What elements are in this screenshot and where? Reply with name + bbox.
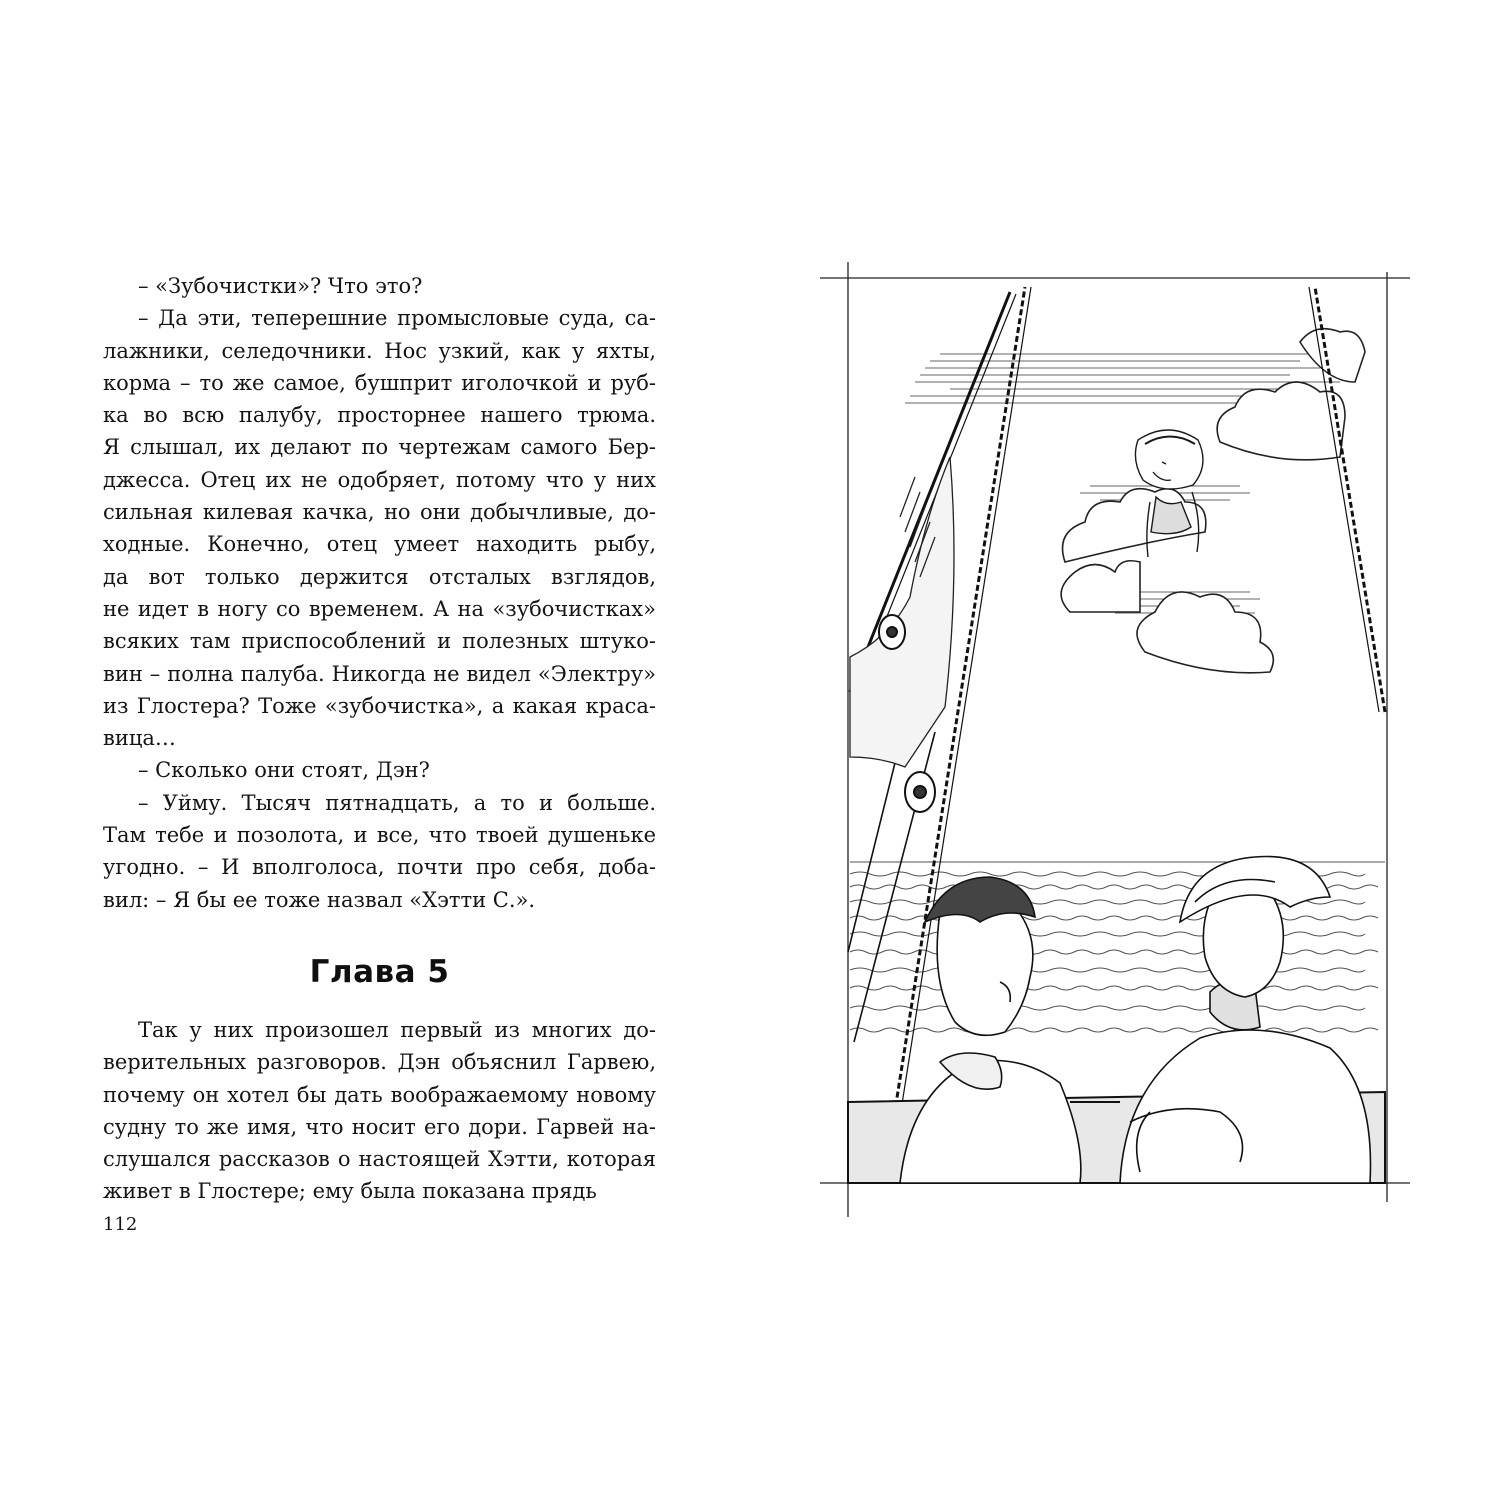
text-after-chapter xyxy=(103,1014,656,1208)
text-line: – «Зубочистки»? Что это? xyxy=(138,274,423,298)
text-line: всяких там приспособлений и полезных штуко- xyxy=(103,629,656,654)
paragraph xyxy=(103,754,656,786)
paragraph xyxy=(103,787,656,916)
text-line: корма – то же самое, бушприт иголочкой и руб- xyxy=(103,370,656,395)
boy-left xyxy=(900,877,1081,1183)
text-line: вица… xyxy=(103,726,176,751)
text-line: ходные. Конечно, отец умеет находить рыбу, xyxy=(103,532,656,557)
text-line: почему он хотел бы дать воображаемому новому xyxy=(103,1082,656,1107)
paragraph xyxy=(103,302,656,754)
clouds xyxy=(1061,329,1365,673)
text-line: слушался рассказов о настоящей Хэтти, которая xyxy=(103,1147,656,1172)
text-line: живет в Глостере; ему была показана прядь xyxy=(103,1179,597,1204)
text-line: угодно. – И вполголоса, почти про себя, доба- xyxy=(103,855,656,880)
text-before-chapter xyxy=(103,270,656,916)
text-line: судну то же имя, что носит его дори. Гарвей на- xyxy=(103,1114,656,1139)
text-line: да вот только держится отсталых взглядов, xyxy=(103,564,656,589)
text-line: не идет в ногу со временем. А на «зубочистках» xyxy=(103,596,656,621)
text-line: – Да эти, теперешние промысловые суда, са- xyxy=(138,306,656,331)
page-number: 112 xyxy=(103,1214,138,1235)
text-line: Я слышал, их делают по чертежам самого Бер- xyxy=(103,435,656,460)
text-line: джесса. Отец их не одобряет, потому что у них xyxy=(103,467,656,492)
text-line: лажники, селедочники. Нос узкий, как у яхты, xyxy=(103,338,656,363)
text-line: Так у них произошел первый из многих до- xyxy=(138,1018,656,1042)
text-line: сильная килевая качка, но они добычливые, до- xyxy=(103,500,656,525)
text-line: – Сколько они стоят, Дэн? xyxy=(138,758,430,783)
illustration xyxy=(820,262,1410,1217)
text-line: ка во всю палубу, просторнее нашего трюма. xyxy=(103,403,656,428)
boy-right xyxy=(1120,857,1371,1184)
text-line: вил: – Я бы ее тоже назвал «Хэтти С.». xyxy=(103,887,536,912)
paragraph xyxy=(103,1014,656,1208)
chapter-title: Глава 5 xyxy=(309,954,450,990)
text-line: из Глостера? Тоже «зубочистка», а какая краса- xyxy=(103,693,656,718)
text-line: Там тебе и позолота, и все, что твоей душеньке xyxy=(103,823,656,848)
text-line: вин – полна палуба. Никогда не видел «Электру» xyxy=(103,661,656,686)
paragraph xyxy=(103,270,656,302)
text-line: – Уйму. Тысяч пятнадцать, а то и больше. xyxy=(138,790,656,815)
text-line: верительных разговоров. Дэн объяснил Гарвею, xyxy=(103,1050,656,1075)
sail xyxy=(850,457,954,767)
